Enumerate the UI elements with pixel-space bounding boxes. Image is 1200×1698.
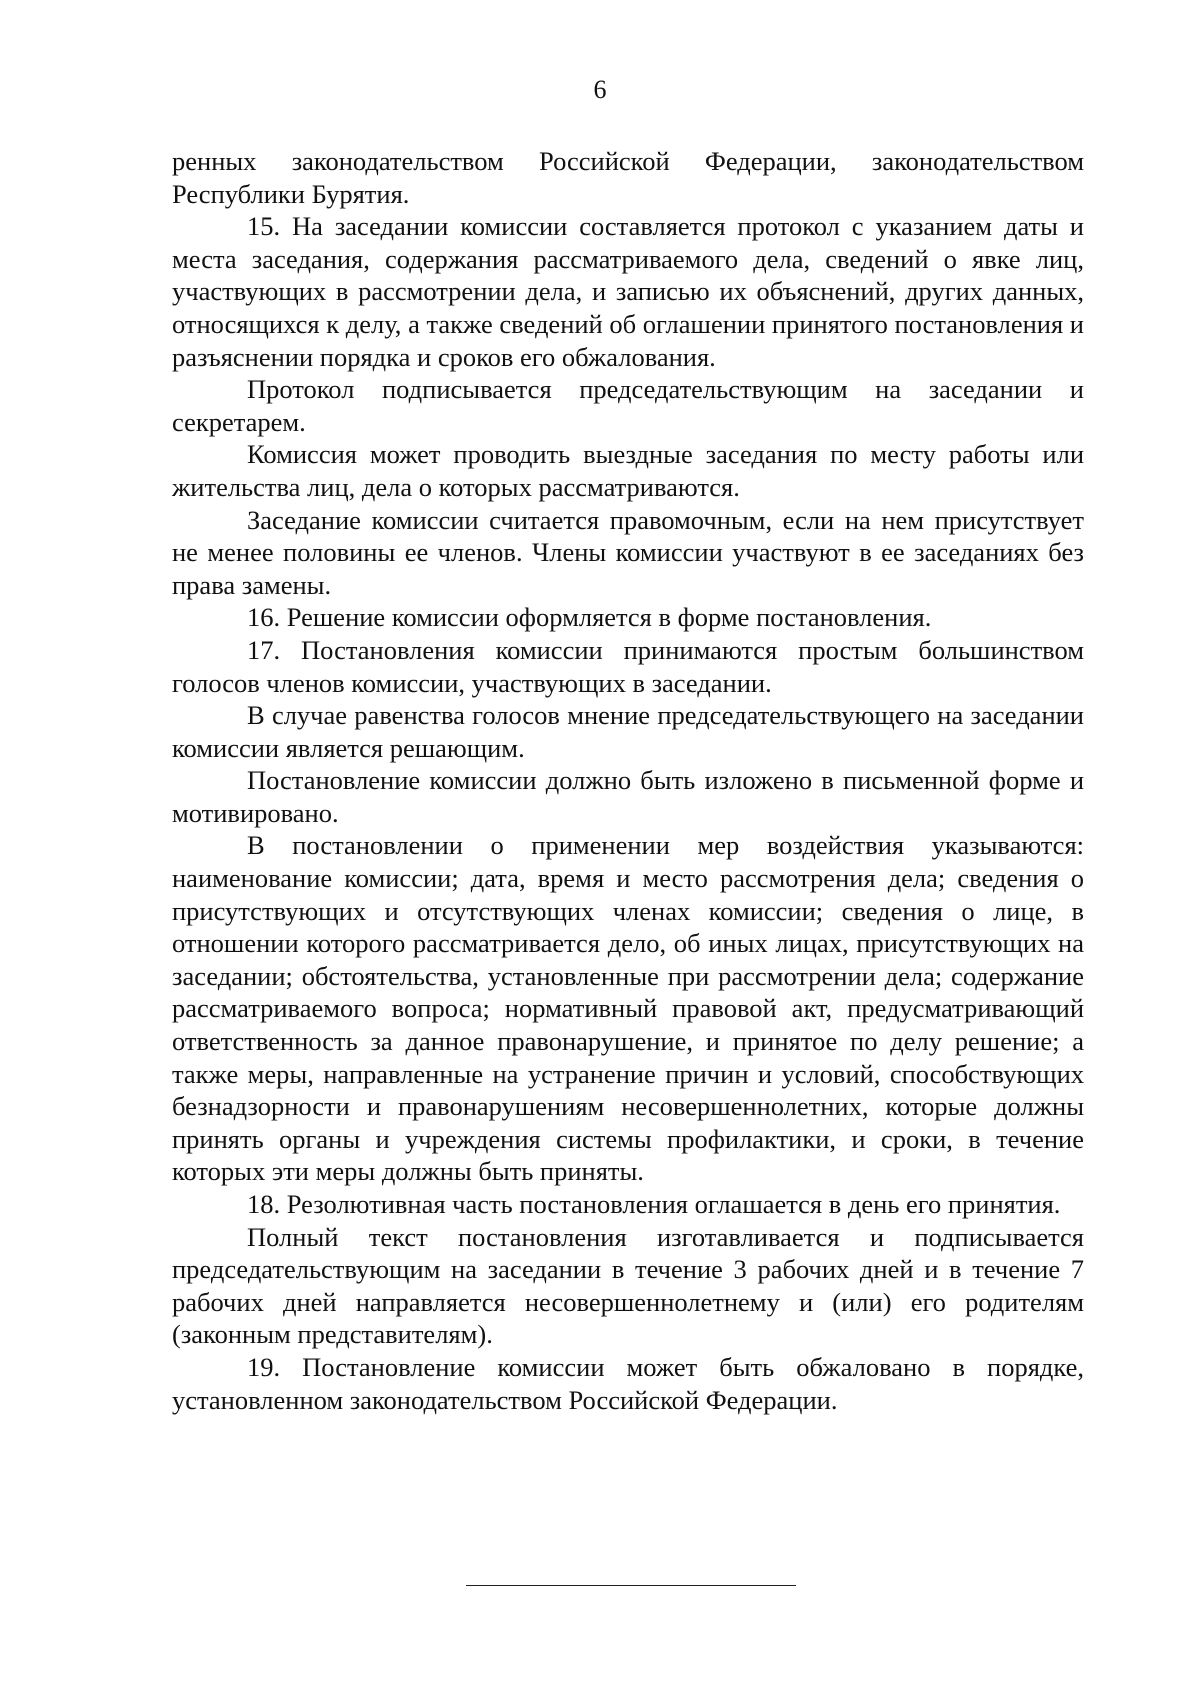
paragraph-tie-vote: В случае равенства голосов мнение председательствующего на заседании комиссии является решающим.	[172, 700, 1084, 763]
paragraph-full-text: Полный текст постановления изготавливается и подписывается председательствующим на заседании в течение 3 рабочих дней и в течение 7 рабочих дней направляется несовершеннолетнему и (или) его родителям (законным представителям).	[172, 1221, 1084, 1350]
paragraph-item-15: 15. На заседании комиссии составляется протокол с указанием даты и места заседания, содержания рассматриваемого дела, сведений о явке лиц, участвующих в рассмотрении дела, и записью их объяснений, других данных, относящихся к делу, а также сведений об оглашении принятого постановления и разъяснении порядка и сроков его обжалования.	[172, 211, 1084, 372]
paragraph-item-19: 19. Постановление комиссии может быть обжаловано в порядке, установленном законодательством Российской Федерации.	[172, 1351, 1084, 1415]
paragraph-protocol-signing: Протокол подписывается председательствующим на заседании и секретарем.	[172, 374, 1084, 437]
paragraph-continuation: ренных законодательством Российской Федерации, законодательством Республики Бурятия.	[172, 146, 1084, 209]
paragraph-item-16: 16. Решение комиссии оформляется в форме постановления.	[247, 602, 932, 633]
paragraph-item-17: 17. Постановления комиссии принимаются простым большинством голосов членов комиссии, участвующих в заседании.	[172, 634, 1084, 698]
end-divider-line	[466, 1585, 796, 1586]
document-body	[172, 145, 1084, 1416]
page-number: 6	[593, 75, 607, 104]
paragraph-decision-contents: В постановлении о применении мер воздействия указываются: наименование комиссии; дата, время и место рассмотрения дела; сведения о присутствующих и отсутствующих членах комиссии; сведения о лице, в отношении которого рассматривается дело, об иных лицах, присутствующих на заседании; обстоятельства, установленные при рассмотрении дела; содержание рассматриваемого вопроса; нормативный правовой акт, предусматривающий ответственность за данное правонарушение, и принятое по делу решение; а также меры, направленные на устранение причин и условий, способствующих безнадзорности и правонарушениям несовершеннолетних, которые должны принять органы и учреждения системы профилактики, и сроки, в течение которых эти меры должны быть приняты.	[172, 830, 1084, 1187]
paragraph-quorum: Заседание комиссии считается правомочным, если на нем присутствует не менее половины ее членов. Члены комиссии участвуют в ее заседаниях без права замены.	[172, 504, 1084, 600]
paragraph-field-sessions: Комиссия может проводить выездные заседания по месту работы или жительства лиц, дела о которых рассматриваются.	[172, 439, 1084, 502]
paragraph-written-form: Постановление комиссии должно быть изложено в письменной форме и мотивировано.	[172, 765, 1084, 828]
paragraph-item-18: 18. Резолютивная часть постановления оглашается в день его принятия.	[247, 1189, 1061, 1219]
